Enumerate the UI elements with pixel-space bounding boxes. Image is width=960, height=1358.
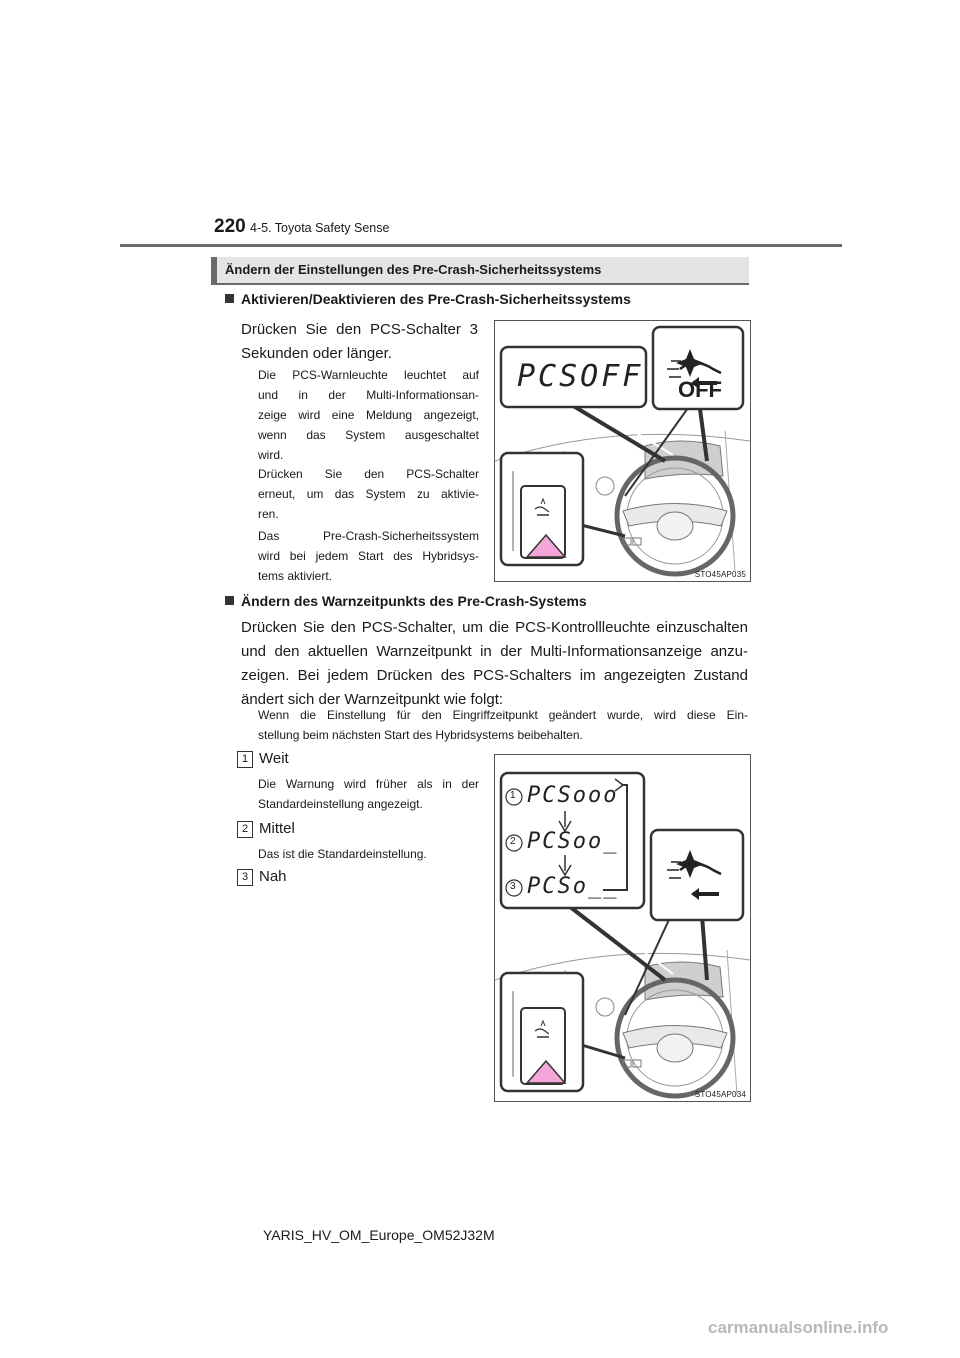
figure-code: STO45AP034 [694,1090,746,1099]
option-label-mittel: Mittel [259,820,295,837]
press-arrow-icon [525,529,567,559]
note-line: Das Pre-Crash-Sicherheitssystem [258,529,479,543]
display-pcs-near: PCSo__ [527,874,619,899]
activate-note-2 [258,464,479,524]
note-line: Wenn die Einstellung für den Eingriffzeitpunkt geändert wurde, wird diese Ein- [258,708,748,722]
display-pcs-off: PCSOFF [517,359,644,394]
display-pcs-middle: PCSoo_ [527,829,619,854]
paragraph-line: zeigen. Bei jedem Drücken des PCS-Schalters im angezeigten Zustand [241,667,748,684]
display-num-3: 3 [510,881,516,892]
note-line: und in der Multi-Informationsan- [258,388,479,402]
paragraph-line: Drücken Sie den PCS-Schalter, um die PCS-Kontrollleuchte einzuschalten [241,619,748,636]
press-arrow-icon [525,1055,567,1085]
section-title: Ändern der Einstellungen des Pre-Crash-Sicherheitssystems [225,262,602,277]
activate-note-3 [258,526,479,586]
desc-line: Standardeinstellung angezeigt. [258,797,423,811]
option-number-2: 2 [237,821,253,838]
section-underline [211,283,749,285]
option-label-weit: Weit [259,750,289,767]
timing-note [258,705,748,745]
page-number: 220 [214,216,246,237]
display-num-1: 1 [510,790,516,801]
note-line: wird bei jedem Start des Hybridsys- [258,549,479,563]
paragraph-line: ändert sich der Warnzeitpunkt wie folgt: [241,691,504,708]
note-line: tems aktiviert. [258,569,333,583]
note-line: wird. [258,448,284,462]
section-header [211,257,749,283]
note-line: Drücken Sie den PCS-Schalter [258,467,479,481]
activate-instruction-line2: Sekunden oder länger. [241,345,392,362]
display-pcs-far: PCSooo [527,783,619,808]
option-desc-mittel: Das ist die Standardeinstellung. [258,847,427,861]
option-number-1: 1 [237,751,253,768]
note-line: ren. [258,507,279,521]
activate-instruction-line1: Drücken Sie den PCS-Schalter 3 [241,321,478,338]
section-accent [211,257,217,283]
option-number-3: 3 [237,869,253,886]
note-line: wenn das System ausgeschaltet [258,428,479,442]
option-label-nah: Nah [259,868,287,885]
note-line: zeige wird eine Meldung angezeigt, [258,408,479,422]
display-num-2: 2 [510,836,516,847]
manual-id: YARIS_HV_OM_Europe_OM52J32M [263,1227,495,1243]
desc-line: Die Warnung wird früher als in der [258,777,479,791]
off-label: OFF [678,377,722,402]
paragraph-line: und den aktuellen Warnzeitpunkt in der Multi-Informationsanzeige anzu- [241,643,748,660]
chapter-title: 4-5. Toyota Safety Sense [250,221,390,235]
note-line: Die PCS-Warnleuchte leuchtet auf [258,368,479,382]
header-rule [120,244,842,247]
option-desc-weit [258,774,479,814]
timing-heading: Ändern des Warnzeitpunkts des Pre-Crash-Systems [225,593,587,609]
watermark: carmanualsonline.info [708,1318,889,1337]
figure-warning-timing [494,754,751,1102]
timing-paragraph [241,616,748,712]
activate-note-1 [258,365,479,465]
activate-heading: Aktivieren/Deaktivieren des Pre-Crash-Sicherheitssystems [225,291,631,307]
figure-code: STO45AP035 [694,570,746,579]
note-line: stellung beim nächsten Start des Hybridsystems beibehalten. [258,728,583,742]
note-line: erneut, um das System zu aktivie- [258,487,479,501]
figure-pcs-switch-off [494,320,751,582]
